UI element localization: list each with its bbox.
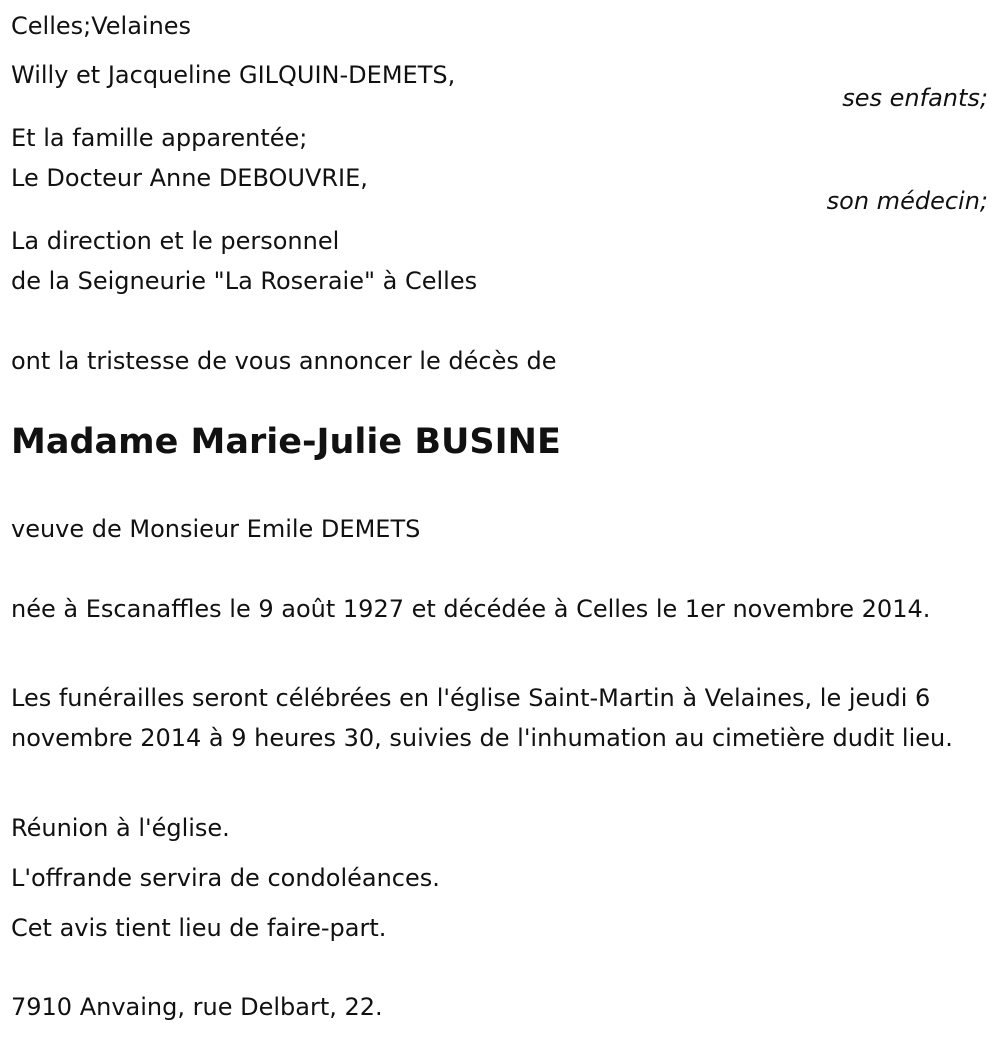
meeting-note: Réunion à l'église. [11,814,230,842]
doctor-role: son médecin; [826,187,988,215]
children-names: Willy et Jacqueline GILQUIN-DEMETS, [11,61,456,89]
staff-line-1: La direction et le personnel [11,227,340,255]
birth-death-details: née à Escanaffles le 9 août 1927 et décédée à Celles le 1er novembre 2014. [11,595,931,623]
address: 7910 Anvaing, rue Delbart, 22. [11,993,383,1021]
announcement-intro: ont la tristesse de vous annoncer le décès de [11,347,557,375]
deceased-name: Madame Marie-Julie BUSINE [11,422,561,462]
doctor-name: Le Docteur Anne DEBOUVRIE, [11,164,368,192]
location-header: Celles;Velaines [11,12,192,40]
children-role: ses enfants; [842,84,988,112]
related-family: Et la famille apparentée; [11,124,308,152]
staff-line-2: de la Seigneurie "La Roseraie" à Celles [11,267,478,295]
funeral-details: Les funérailles seront célébrées en l'église Saint-Martin à Velaines, le jeudi 6 novembre 2014 à 9 heures 30, suivies de l'inhumation au cimetière dudit lieu. [11,684,953,752]
notice-note: Cet avis tient lieu de faire-part. [11,914,387,942]
offering-note: L'offrande servira de condoléances. [11,864,440,892]
widow-of: veuve de Monsieur Emile DEMETS [11,515,421,543]
